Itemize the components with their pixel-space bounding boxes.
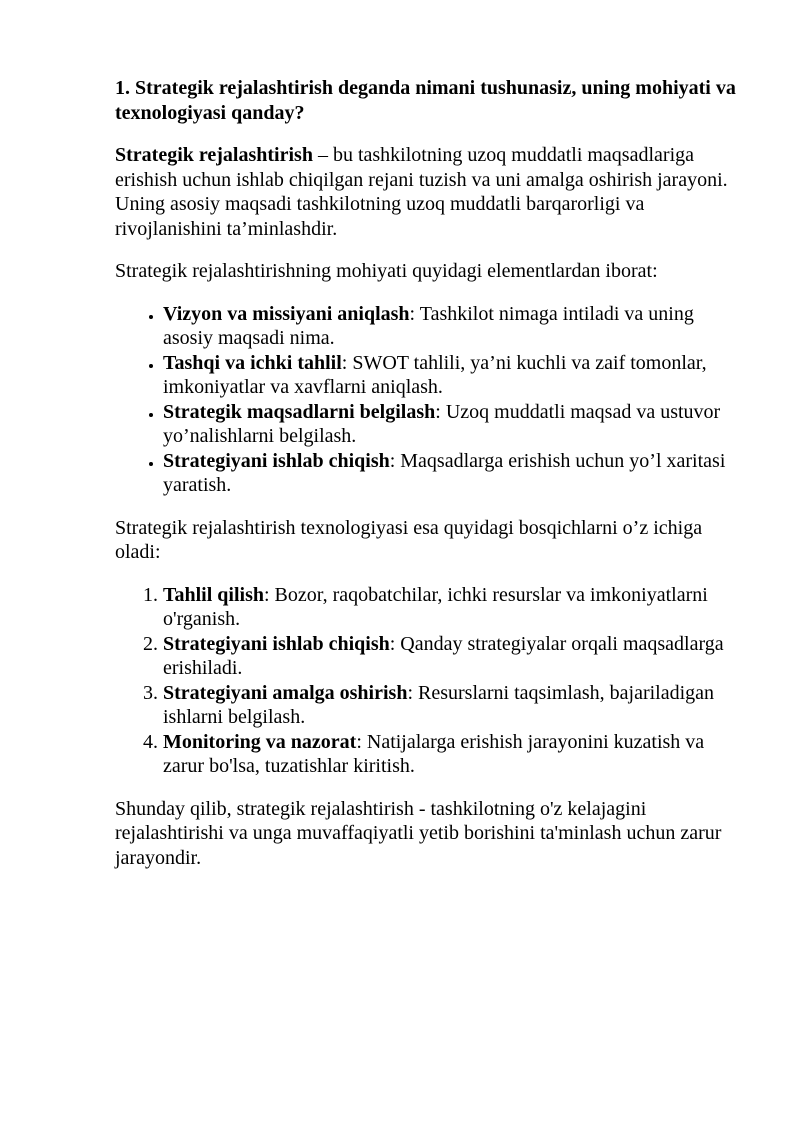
list-item-text: : Natijalarga erishish jarayonini kuzatish va zarur bo'lsa, tuzatishlar kiritish.	[163, 730, 705, 777]
list-item	[163, 302, 745, 351]
question-heading: 1. Strategik rejalashtirish deganda nimani tushunasiz, uning mohiyati va texnologiyasi qanday?	[115, 77, 736, 124]
list-item	[163, 400, 745, 449]
list-item	[163, 681, 745, 730]
technology-steps-list	[115, 583, 745, 779]
list-item-text: : Uzoq muddatli maqsad va ustuvor yo’nalishlarni belgilash.	[163, 400, 721, 447]
list-item	[163, 632, 745, 681]
list-item-text: : Resurslarni taqsimlash, bajariladigan ishlarni belgilash.	[163, 681, 715, 728]
list-item	[163, 351, 745, 400]
list-item-term: Strategiyani ishlab chiqish	[163, 449, 390, 472]
list-item-term: Strategiyani amalga oshirish	[163, 681, 408, 704]
document-page	[115, 76, 745, 888]
list-item	[163, 449, 745, 498]
list-item	[163, 730, 745, 779]
list-item-term: Strategiyani ishlab chiqish	[163, 632, 390, 655]
list-item-text: : Qanday strategiyalar orqali maqsadlarga erishiladi.	[163, 632, 724, 679]
list-item-term: Strategik maqsadlarni belgilash	[163, 400, 436, 423]
conclusion-paragraph: Shunday qilib, strategik rejalashtirish - tashkilotning o'z kelajagini rejalashtirishi va unga muvaffaqiyatli yetib borishini ta'minlash uchun zarur jarayondir.	[115, 797, 722, 869]
definition-text: – bu tashkilotning uzoq muddatli maqsadlariga erishish uchun ishlab chiqilgan rejani tuzish va uni amalga oshirish jarayoni. Uning asosiy maqsadi tashkilotning uzoq muddatli barqarorligi va rivojlanishini ta’minlashdir.	[115, 144, 728, 240]
definition-term: Strategik rejalashtirish	[115, 144, 313, 166]
list-item-term: Monitoring va nazorat	[163, 730, 357, 753]
list-item	[163, 583, 745, 632]
essence-list	[115, 302, 745, 498]
list-item-text: : Bozor, raqobatchilar, ichki resurslar va imkoniyatlarni o'rganish.	[163, 583, 708, 630]
technology-intro: Strategik rejalashtirish texnologiyasi esa quyidagi bosqichlarni o’z ichiga oladi:	[115, 516, 703, 563]
essence-intro: Strategik rejalashtirishning mohiyati quyidagi elementlardan iborat:	[115, 260, 658, 282]
list-item-text: : Maqsadlarga erishish uchun yo’l xaritasi yaratish.	[163, 449, 726, 496]
list-item-term: Tahlil qilish	[163, 583, 264, 606]
definition-paragraph	[115, 143, 745, 241]
list-item-term: Vizyon va missiyani aniqlash	[163, 302, 410, 325]
list-item-term: Tashqi va ichki tahlil	[163, 351, 342, 374]
list-item-text: : Tashkilot nimaga intiladi va uning asosiy maqsadi nima.	[163, 302, 694, 349]
list-item-text: : SWOT tahlili, ya’ni kuchli va zaif tomonlar, imkoniyatlar va xavflarni aniqlash.	[163, 351, 707, 398]
